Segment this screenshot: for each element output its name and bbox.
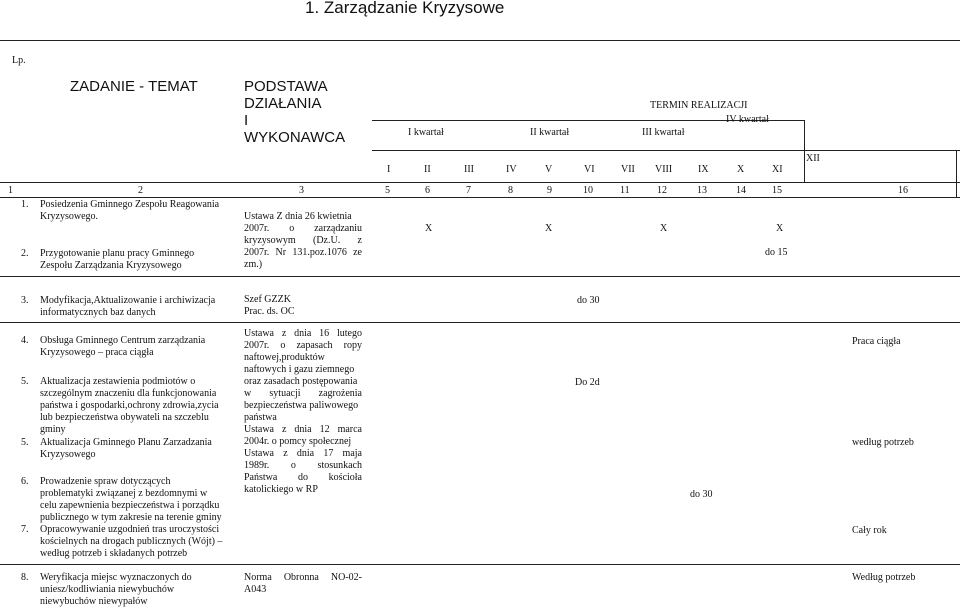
- row-task-line: Prowadzenie spraw dotyczących: [40, 476, 171, 487]
- row-task-line: Przygotowanie planu pracy Gminnego: [40, 248, 195, 259]
- row-task-line: Modyfikacja,Aktualizowanie i archiwizacja: [40, 295, 216, 306]
- term-value: Według potrzeb: [852, 572, 916, 583]
- row-task-line: Aktualizacja Gminnego Planu Zarzadzania: [40, 437, 212, 448]
- colnum: 5: [385, 185, 390, 196]
- row-task-line: lub bezpieczeństwa obywateli na szczeblu: [40, 412, 209, 423]
- mark-x: X: [660, 223, 668, 234]
- header-podstawa-4: WYKONAWCA: [244, 129, 346, 146]
- kwartal-1: I kwartał: [408, 127, 444, 138]
- colnum: 11: [620, 185, 630, 196]
- header-podstawa-1: PODSTAWA: [244, 78, 328, 95]
- month-4: IV: [506, 164, 517, 175]
- row-number: 5.: [21, 376, 29, 387]
- basis-line: 1989r. o stosunkach: [244, 460, 362, 471]
- row-number: 6.: [21, 476, 29, 487]
- colnum-bottom-border: [0, 197, 960, 198]
- row-task-line: gminy: [40, 424, 66, 435]
- mark-x: X: [545, 223, 553, 234]
- basis-line: 2007r. o zarządzaniu: [244, 223, 362, 234]
- basis-line: Ustawa z dnia 12 marca: [244, 424, 362, 435]
- basis-line: A043: [244, 584, 267, 595]
- table-top-border: [0, 40, 960, 41]
- basis-line: Ustawa Z dnia 26 kwietnia: [244, 211, 352, 222]
- basis-line: 2007r. o zapasach ropy: [244, 340, 362, 351]
- row-separator: [0, 322, 960, 323]
- header-lp: Lp.: [12, 55, 26, 66]
- colnum: 2: [138, 185, 143, 196]
- colnum: 7: [466, 185, 471, 196]
- basis-line: Ustawa z dnia 17 maja: [244, 448, 362, 459]
- basis-line: Ustawa z dnia 16 lutego: [244, 328, 362, 339]
- basis-line: Szef GZZK: [244, 294, 291, 305]
- header-zadanie: ZADANIE - TEMAT: [70, 78, 198, 95]
- header-podstawa-2: DZIAŁANIA: [244, 95, 322, 112]
- basis-line: naftowych i gazu ziemnego: [244, 364, 355, 375]
- colnum: 14: [736, 185, 746, 196]
- row-task-line: Obsługa Gminnego Centrum zarządzania: [40, 335, 206, 346]
- month-5: V: [545, 164, 553, 175]
- colnum: 13: [697, 185, 707, 196]
- term-value: Praca ciągła: [852, 336, 901, 347]
- basis-line: katolickiego w RP: [244, 484, 318, 495]
- month-11: XI: [772, 164, 783, 175]
- header-bottom-border: [0, 182, 960, 183]
- colnum: 10: [583, 185, 593, 196]
- row-task-line: Kryzysowego.: [40, 211, 99, 222]
- mark-x: X: [425, 223, 433, 234]
- basis-line: naftowej,produktów: [244, 352, 325, 363]
- row-task-line: Kryzysowego: [40, 449, 96, 460]
- basis-line: zm.): [244, 259, 263, 270]
- mark-x: X: [776, 223, 784, 234]
- row-task-line: Weryfikacja miejsc wyznaczonych do: [40, 572, 192, 583]
- month-10: X: [737, 164, 745, 175]
- colnum: 12: [657, 185, 667, 196]
- row-task-line: uniesz/kodliwiania niewybuchów: [40, 584, 175, 595]
- row-task-line: Aktualizacja zestawienia podmiotów o: [40, 376, 196, 387]
- row-task-line: Kryzysowego – praca ciągła: [40, 347, 154, 358]
- basis-line: 2004r. o pomcy społecznej: [244, 436, 352, 447]
- basis-line: oraz zasadach postępowania: [244, 376, 358, 387]
- basis-line: Norma Obronna NO-02-: [244, 572, 362, 583]
- row-number: 7.: [21, 524, 29, 535]
- header-podstawa-3: I: [244, 112, 249, 129]
- colnum: 6: [425, 185, 430, 196]
- colnum: 9: [547, 185, 552, 196]
- term-value: do 15: [765, 247, 788, 258]
- basis-line: 2007r. Nr 131.poz.1076 ze: [244, 247, 362, 258]
- month-9: IX: [698, 164, 709, 175]
- row-task-line: informatycznych baz danych: [40, 307, 156, 318]
- header-termin: TERMIN REALIZACJI: [650, 100, 748, 111]
- row-task-line: Posiedzenia Gminnego Zespołu Reagowania: [40, 199, 220, 210]
- colnum: 1: [8, 185, 13, 196]
- term-value: Do 2d: [575, 377, 600, 388]
- row-number: 4.: [21, 335, 29, 346]
- row-number: 5.: [21, 437, 29, 448]
- term-value: Cały rok: [852, 525, 887, 536]
- basis-line: w sytuacji zagrożenia: [244, 388, 362, 399]
- row-task-line: państwa i gospodarki,ochrony zdrowia,zycia: [40, 400, 219, 411]
- row-number: 3.: [21, 295, 29, 306]
- row-task-line: Zespołu Zarządzania Kryzysowego: [40, 260, 182, 271]
- row-task-line: kościelnych na drogach publicznych (Wójt) –: [40, 536, 223, 547]
- kwartal-divider: [372, 150, 960, 151]
- row-task-line: problematyki związanej z bezdomnymi w: [40, 488, 208, 499]
- kwartal-4: IV kwartał: [726, 114, 769, 125]
- row-task-line: szczególnym znaczeniu dla funkcjonowania: [40, 388, 217, 399]
- month-1: I: [387, 164, 391, 175]
- month-7: VII: [621, 164, 635, 175]
- row-task-line: Opracowywanie uzgodnień tras uroczystości: [40, 524, 220, 535]
- colnum: 15: [772, 185, 782, 196]
- page-title: 1. Zarządzanie Kryzysowe: [305, 0, 505, 17]
- month-8: VIII: [655, 164, 673, 175]
- row-number: 2.: [21, 248, 29, 259]
- xii-divider: [804, 120, 805, 182]
- month-12: XII: [806, 153, 820, 164]
- row-task-line: niewybuchów niewypałów: [40, 596, 148, 607]
- term-value: do 30: [577, 295, 600, 306]
- basis-line: bezpieczeństwa paliwowego: [244, 400, 359, 411]
- month-3: III: [464, 164, 474, 175]
- row-separator: [0, 276, 960, 277]
- term-value: do 30: [690, 489, 713, 500]
- row-number: 8.: [21, 572, 29, 583]
- row-number: 1.: [21, 199, 29, 210]
- row-task-line: według potrzeb i składanych potrzeb: [40, 548, 188, 559]
- right-border: [956, 150, 957, 198]
- colnum: 3: [299, 185, 304, 196]
- basis-line: państwa: [244, 412, 277, 423]
- basis-line: kryzysowym (Dz.U. z: [244, 235, 362, 246]
- colnum: 16: [898, 185, 908, 196]
- basis-line: Prac. ds. OC: [244, 306, 295, 317]
- kwartal-3: III kwartał: [642, 127, 685, 138]
- month-6: VI: [584, 164, 595, 175]
- row-separator: [0, 564, 960, 565]
- basis-line: Państwa do kościoła: [244, 472, 362, 483]
- kwartal-2: II kwartał: [530, 127, 570, 138]
- row-task-line: publicznego w tym zakresie na terenie gminy: [40, 512, 222, 523]
- colnum: 8: [508, 185, 513, 196]
- term-value: według potrzeb: [852, 437, 914, 448]
- row-task-line: celu zapewnienia bezpieczeństwa i porządku: [40, 500, 220, 511]
- month-2: II: [424, 164, 431, 175]
